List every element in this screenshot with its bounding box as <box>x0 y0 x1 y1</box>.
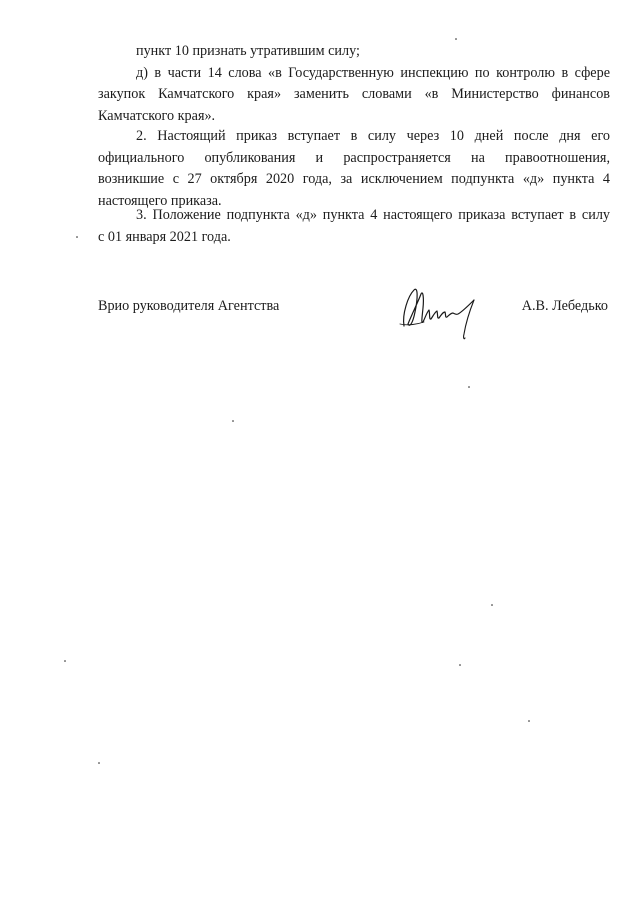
text-line: д) в части 14 слова «в Государственную инспекцию по контролю в сфере <box>136 64 610 81</box>
signature-block <box>98 298 610 358</box>
signer-name: А.В. Лебедько <box>521 298 608 314</box>
text-line: закупок Камчатского края» заменить словами «в Министерство финансов <box>98 86 610 102</box>
text-line: Камчатского края». <box>98 107 216 124</box>
scan-speck <box>528 720 530 722</box>
scan-speck <box>468 386 470 388</box>
handwritten-signature <box>394 284 494 344</box>
text-line: настоящего приказа. <box>98 192 222 209</box>
signer-title: Врио руководителя Агентства <box>98 298 280 314</box>
paragraph-amendments <box>98 41 610 127</box>
scan-speck <box>64 660 66 662</box>
paragraph-subpoint-effective <box>98 205 610 248</box>
scan-speck <box>459 664 461 666</box>
scan-speck <box>76 236 78 238</box>
text-line: официального опубликования и распространяется на правоотношения, <box>98 149 610 166</box>
scan-speck <box>232 420 234 422</box>
scan-speck <box>491 604 493 606</box>
text-line: 3. Положение подпункта «д» пункта 4 настоящего приказа вступает в силу <box>136 207 610 223</box>
scan-speck <box>455 38 457 40</box>
paragraph-effective-date <box>98 126 610 212</box>
text-line: с 01 января 2021 года. <box>98 228 231 245</box>
text-line: возникшие с 27 октября 2020 года, за исключением подпункта «д» пункта 4 <box>98 171 610 187</box>
text-line: 2. Настоящий приказ вступает в силу через 10 дней после дня его <box>136 128 610 144</box>
text-line: пункт 10 признать утратившим силу; <box>136 43 360 59</box>
scan-speck <box>98 762 100 764</box>
